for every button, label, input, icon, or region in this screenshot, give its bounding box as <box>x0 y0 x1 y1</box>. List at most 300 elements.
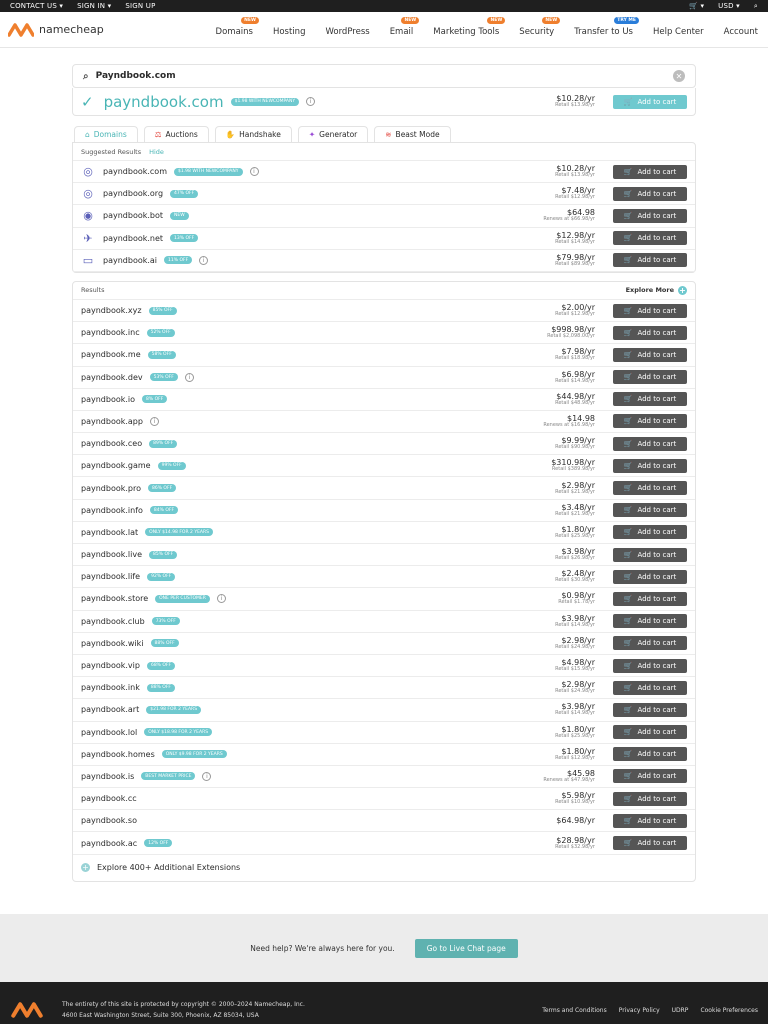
nav-item-wordpress[interactable] <box>325 23 369 37</box>
domain-name: payndbook.ac <box>81 838 138 848</box>
tab-domains[interactable] <box>74 126 138 142</box>
add-to-cart-label: Add to cart <box>637 639 677 648</box>
cart-icon: 🛒 <box>623 772 633 781</box>
cart-icon: 🛒 <box>623 417 633 426</box>
main-header <box>0 12 768 48</box>
price-value: $12.98/yr <box>556 230 595 240</box>
plus-icon: + <box>679 285 686 295</box>
nav-item-help-center[interactable] <box>653 23 704 37</box>
nav-item-hosting[interactable] <box>273 23 306 37</box>
domain-name: payndbook.wiki <box>81 638 144 648</box>
discount-badge: 85% OFF <box>149 551 177 559</box>
price-value: $998.98/yr <box>551 325 595 335</box>
price-value: $3.98/yr <box>561 702 595 712</box>
namecheap-logo-icon <box>8 23 34 37</box>
add-to-cart-button[interactable] <box>613 681 687 695</box>
add-to-cart-label: Add to cart <box>637 167 677 176</box>
domain-price <box>558 592 595 605</box>
price-retail: Retail $26.98/yr <box>555 555 595 562</box>
info-icon[interactable]: i <box>202 772 211 781</box>
add-to-cart-button[interactable] <box>613 548 687 562</box>
add-to-cart-button[interactable] <box>613 187 687 201</box>
primary-result <box>72 88 696 116</box>
domain-name: payndbook.ink <box>81 683 140 693</box>
discount-badge: 12% OFF <box>144 839 172 847</box>
domain-price <box>555 548 595 561</box>
add-to-cart-button[interactable] <box>613 459 687 473</box>
price-value: $7.48/yr <box>561 186 595 196</box>
handshake-icon: ✋ <box>225 130 236 139</box>
search-icon: ⌕ <box>83 70 89 82</box>
add-to-cart-label: Add to cart <box>637 794 677 803</box>
domain-name: payndbook.xyz <box>81 306 142 316</box>
add-to-cart-button[interactable] <box>613 209 687 223</box>
add-to-cart-button[interactable] <box>613 747 687 761</box>
add-to-cart-label: Add to cart <box>637 705 677 714</box>
tab-label: Handshake <box>239 130 281 139</box>
domain-price <box>555 570 595 583</box>
domain-name: payndbook.cc <box>81 794 137 804</box>
explore-extensions-label: Explore 400+ Additional Extensions <box>97 863 241 873</box>
main-nav <box>215 17 758 37</box>
discount-badge: 52% OFF <box>147 329 175 337</box>
cart-icon: 🛒 <box>623 395 633 404</box>
tab-label: Generator <box>319 130 358 139</box>
add-to-cart-button[interactable] <box>613 348 687 362</box>
add-to-cart-label: Add to cart <box>637 683 677 692</box>
domain-name: payndbook.me <box>81 350 141 360</box>
domain-row <box>73 766 695 788</box>
domain-price <box>555 681 595 694</box>
price-retail: Retail $48.98/yr <box>555 399 595 406</box>
domain-row <box>73 566 695 588</box>
price-retail: Retail $1.78/yr <box>558 599 595 606</box>
discount-badge: $1.98 WITH NEWCOMPANY <box>174 168 243 176</box>
domain-price <box>555 792 595 805</box>
home-icon: ⌂ <box>85 130 90 139</box>
price-value: $10.28/yr <box>556 164 595 174</box>
price-retail: Retail $10.98/yr <box>555 799 595 806</box>
price-value: $28.98/yr <box>556 835 595 845</box>
explore-extensions-link[interactable] <box>73 855 695 881</box>
footer-link-udrp[interactable]: UDRP <box>671 1006 689 1014</box>
nav-badge: NEW <box>542 17 560 24</box>
add-to-cart-label: Add to cart <box>637 417 677 426</box>
domain-price <box>555 482 595 495</box>
plus-icon: + <box>82 863 89 873</box>
price-retail: Retail $32.98/yr <box>555 843 595 850</box>
clear-search-button[interactable]: ✕ <box>673 70 685 82</box>
tab-handshake[interactable] <box>215 126 292 142</box>
cart-icon[interactable]: 🛒 ▾ <box>689 2 705 10</box>
domain-row <box>73 500 695 522</box>
domain-row <box>73 477 695 499</box>
domain-row <box>73 411 695 433</box>
discount-badge: 92% OFF <box>147 573 175 581</box>
nav-item-label: Security <box>519 26 555 37</box>
domain-price <box>555 703 595 716</box>
domain-row <box>73 722 695 744</box>
domain-row <box>73 810 695 832</box>
discount-badge: $21.98 FOR 2 YEARS <box>146 706 201 714</box>
cart-icon: 🛒 <box>623 528 633 537</box>
price-value: $2.00/yr <box>561 303 595 313</box>
domain-row <box>73 205 695 227</box>
price-retail: Retail $14.98/yr <box>555 710 595 717</box>
discount-badge: 68% OFF <box>147 662 175 670</box>
add-to-cart-label: Add to cart <box>637 617 677 626</box>
add-to-cart-label: Add to cart <box>637 550 677 559</box>
add-to-cart-button[interactable] <box>613 95 687 109</box>
globe-icon: ◎ <box>83 165 93 179</box>
domain-price <box>555 615 595 628</box>
search-icon[interactable]: ⌕ <box>753 1 758 10</box>
price-retail: Retail $90.98/yr <box>555 444 595 451</box>
price-retail: Retail $12.98/yr <box>555 194 595 201</box>
add-to-cart-button[interactable] <box>613 326 687 340</box>
namecheap-logo[interactable] <box>8 23 104 37</box>
add-to-cart-label: Add to cart <box>637 528 677 537</box>
add-to-cart-label: Add to cart <box>637 97 677 106</box>
explore-more-label: Explore More <box>625 286 674 295</box>
tab-label: Domains <box>93 130 127 139</box>
domain-row <box>73 389 695 411</box>
domain-name: payndbook.ai <box>103 255 158 265</box>
price-value: $5.98/yr <box>561 791 595 801</box>
add-to-cart-button[interactable] <box>613 481 687 495</box>
domain-name: payndbook.bot <box>103 211 164 221</box>
discount-badge: NEW <box>170 212 189 220</box>
sign-in-link[interactable]: SIGN IN ▾ <box>77 2 112 10</box>
cart-icon: 🛒 <box>623 350 633 359</box>
generator-icon: ✦ <box>308 130 316 139</box>
add-to-cart-button[interactable] <box>613 370 687 384</box>
nav-item-label: Help Center <box>652 26 704 37</box>
price-value: $14.98 <box>567 413 595 423</box>
add-to-cart-button[interactable] <box>613 525 687 539</box>
nav-badge: NEW <box>487 17 505 24</box>
discount-badge: ONE PER CUSTOMER <box>155 595 210 603</box>
discount-badge: 89% OFF <box>149 440 177 448</box>
discount-badge: 53% OFF <box>150 373 178 381</box>
nav-item-security[interactable] <box>519 17 558 37</box>
domain-name: payndbook.art <box>81 705 140 715</box>
cart-icon: 🛒 <box>623 484 633 493</box>
domain-price <box>555 659 595 672</box>
price-retail: Renews at $66.98/yr <box>543 216 595 223</box>
contact-us-link[interactable]: CONTACT US ▾ <box>10 2 64 10</box>
domain-price <box>555 526 595 539</box>
domain-name: payndbook.info <box>81 505 143 515</box>
add-to-cart-button[interactable] <box>613 165 687 179</box>
price-value: $2.98/yr <box>561 680 595 690</box>
top-utility-bar <box>0 0 768 12</box>
price-value: $2.48/yr <box>561 569 595 579</box>
promo-badge: $1.98 WITH NEWCOMPANY <box>231 98 300 106</box>
tab-generator[interactable] <box>298 126 368 142</box>
add-to-cart-button[interactable] <box>613 792 687 806</box>
tab-beast-mode[interactable] <box>374 126 450 142</box>
info-icon[interactable]: i <box>150 417 159 426</box>
price-value: $6.98/yr <box>561 369 595 379</box>
help-text: Need help? We're always here for you. <box>250 943 395 953</box>
discount-badge: 88% OFF <box>147 684 175 692</box>
cart-icon: 🛒 <box>623 750 633 759</box>
cart-icon: 🛒 <box>623 617 633 626</box>
cart-icon: 🛒 <box>623 816 633 825</box>
tab-label: Auctions <box>165 130 198 139</box>
domain-name: payndbook.life <box>81 572 141 582</box>
price-retail: Retail $15.98/yr <box>555 666 595 673</box>
domain-name: payndbook.pro <box>81 483 141 493</box>
cart-icon: 🛒 <box>623 572 633 581</box>
nav-item-label: WordPress <box>325 26 370 37</box>
add-to-cart-button[interactable] <box>613 636 687 650</box>
cart-icon: 🛒 <box>623 256 633 265</box>
add-to-cart-button[interactable] <box>613 437 687 451</box>
add-to-cart-button[interactable] <box>613 304 687 318</box>
price-value: $7.98/yr <box>561 347 595 357</box>
domain-row <box>73 161 695 183</box>
add-to-cart-label: Add to cart <box>637 506 677 515</box>
info-icon[interactable]: i <box>185 373 194 382</box>
domain-price <box>555 748 595 761</box>
tab-auctions[interactable] <box>144 126 209 142</box>
discount-badge: ONLY $9.98 FOR 2 YEARS <box>162 750 227 758</box>
nav-item-label: Marketing Tools <box>433 26 500 37</box>
discount-badge: 11% OFF <box>164 256 192 264</box>
cart-icon: 🛒 <box>623 839 633 848</box>
add-to-cart-label: Add to cart <box>637 373 677 382</box>
domain-name: payndbook.game <box>81 461 151 471</box>
info-icon[interactable]: i <box>250 167 259 176</box>
nav-item-marketing-tools[interactable] <box>433 17 503 37</box>
info-icon[interactable]: i <box>306 97 315 106</box>
brand-name: namecheap <box>39 23 104 36</box>
add-to-cart-label: Add to cart <box>637 234 677 243</box>
cart-icon: 🛒 <box>623 661 633 670</box>
domain-price <box>555 348 595 361</box>
add-to-cart-label: Add to cart <box>637 750 677 759</box>
add-to-cart-label: Add to cart <box>637 572 677 581</box>
price-value: $64.98 <box>567 208 595 218</box>
tab-label: Beast Mode <box>395 130 440 139</box>
domain-name: payndbook.lol <box>81 727 138 737</box>
price-value: $1.80/yr <box>561 746 595 756</box>
price-retail: Retail $14.98/yr <box>555 377 595 384</box>
nav-item-domains[interactable] <box>215 17 256 37</box>
price-value: $64.98/yr <box>556 815 595 825</box>
price-value: $3.98/yr <box>561 547 595 557</box>
domain-price <box>555 304 595 317</box>
domain-row <box>73 522 695 544</box>
domain-price <box>543 415 595 428</box>
domain-row <box>73 699 695 721</box>
add-to-cart-label: Add to cart <box>637 350 677 359</box>
domain-price <box>555 504 595 517</box>
nav-badge: NEW <box>241 17 259 24</box>
discount-badge: 86% OFF <box>148 484 176 492</box>
domain-row <box>73 633 695 655</box>
main-content <box>0 48 768 914</box>
hide-link[interactable]: Hide <box>149 147 164 156</box>
cart-icon: 🛒 <box>623 439 633 448</box>
rocket-icon: ✈ <box>83 231 93 245</box>
price-retail: Renews at $16.98/yr <box>543 421 595 428</box>
add-to-cart-label: Add to cart <box>637 306 677 315</box>
primary-price <box>555 95 595 108</box>
price-value: $2.98/yr <box>561 480 595 490</box>
add-to-cart-button[interactable] <box>613 814 687 828</box>
price-retail: Renews at $47.98/yr <box>543 776 595 783</box>
cart-icon: 🛒 <box>623 594 633 603</box>
add-to-cart-button[interactable] <box>613 703 687 717</box>
price-retail: Retail $12.98/yr <box>555 754 595 761</box>
copyright-text: The entirety of this site is protected by copyright © 2000–2024 Namecheap, Inc. <box>62 1000 305 1008</box>
add-to-cart-button[interactable] <box>613 231 687 245</box>
discount-badge: 85% OFF <box>149 307 177 315</box>
namecheap-logo-icon <box>10 1002 44 1018</box>
cart-icon: 🛒 <box>623 97 633 106</box>
nav-item-label: Hosting <box>272 26 306 37</box>
price-value: $9.99/yr <box>561 436 595 446</box>
price-value: $2.98/yr <box>561 635 595 645</box>
suggested-title: Suggested Results <box>81 147 142 156</box>
add-to-cart-button[interactable] <box>613 253 687 267</box>
domain-price <box>543 770 595 783</box>
price-value: $79.98/yr <box>556 252 595 262</box>
price-retail: Retail $14.98/yr <box>555 238 595 245</box>
footer-link-cookie-preferences[interactable]: Cookie Preferences <box>700 1006 758 1014</box>
domain-row <box>73 455 695 477</box>
cart-icon: 🛒 <box>623 639 633 648</box>
price-value: $3.98/yr <box>561 613 595 623</box>
discount-badge: 99% OFF <box>158 462 186 470</box>
search-query[interactable]: Payndbook.com <box>95 71 176 81</box>
footer-links <box>542 1007 758 1014</box>
address-text: 4600 East Washington Street, Suite 300, Phoenix, AZ 85034, USA <box>62 1012 259 1019</box>
domain-name: payndbook.vip <box>81 661 140 671</box>
globe-icon: ◎ <box>83 187 93 201</box>
price-retail: Retail $13.98/yr <box>555 102 595 108</box>
price-value: $45.98 <box>567 768 595 778</box>
domain-row <box>73 322 695 344</box>
price-value: $1.80/yr <box>561 724 595 734</box>
add-to-cart-button[interactable] <box>613 836 687 850</box>
info-icon[interactable]: i <box>199 256 208 265</box>
beast-icon: ≋ <box>385 130 392 139</box>
price-retail: Retail $24.98/yr <box>555 688 595 695</box>
domain-search-bar[interactable] <box>72 64 696 88</box>
domain-price <box>551 459 595 472</box>
domain-row <box>73 367 695 389</box>
add-to-cart-button[interactable] <box>613 659 687 673</box>
footer-link-terms-and-conditions[interactable]: Terms and Conditions <box>542 1006 607 1014</box>
price-retail: Retail $12.98/yr <box>555 311 595 318</box>
footer <box>0 982 768 1024</box>
currency-select[interactable]: USD ▾ <box>718 2 740 10</box>
footer-link-privacy-policy[interactable]: Privacy Policy <box>618 1006 660 1014</box>
domain-name: payndbook.ceo <box>81 439 143 449</box>
domain-name: payndbook.lat <box>81 527 139 537</box>
domain-price <box>555 187 595 200</box>
cart-icon: 🛒 <box>623 167 633 176</box>
add-to-cart-button[interactable] <box>613 725 687 739</box>
domain-row <box>73 744 695 766</box>
nav-item-account[interactable] <box>724 23 758 37</box>
domain-row <box>73 544 695 566</box>
price-retail: Retail $30.98/yr <box>555 577 595 584</box>
domain-row <box>73 183 695 205</box>
cart-icon: 🛒 <box>623 306 633 315</box>
add-to-cart-label: Add to cart <box>637 661 677 670</box>
domain-row <box>73 250 695 272</box>
price-value: $10.28/yr <box>556 94 595 103</box>
domain-name: payndbook.so <box>81 816 137 826</box>
add-to-cart-label: Add to cart <box>637 728 677 737</box>
add-to-cart-button[interactable] <box>613 503 687 517</box>
domain-price <box>555 837 595 850</box>
nav-item-email[interactable] <box>389 17 417 37</box>
cart-icon: 🛒 <box>623 461 633 470</box>
explore-more-button[interactable] <box>626 286 687 295</box>
cart-icon: 🛒 <box>623 189 633 198</box>
discount-badge: ONLY $14.98 FOR 2 YEARS <box>145 528 213 536</box>
add-to-cart-label: Add to cart <box>637 461 677 470</box>
domain-price <box>555 165 595 178</box>
add-to-cart-button[interactable] <box>613 414 687 428</box>
live-chat-button[interactable]: Go to Live Chat page <box>415 939 518 958</box>
add-to-cart-button[interactable] <box>613 392 687 406</box>
discount-badge: 47% OFF <box>170 190 198 198</box>
price-retail: Retail $18.98/yr <box>555 355 595 362</box>
price-value: $4.98/yr <box>561 658 595 668</box>
discount-badge: 88% OFF <box>151 639 179 647</box>
domain-row <box>73 588 695 610</box>
add-to-cart-label: Add to cart <box>637 839 677 848</box>
price-value: $0.98/yr <box>561 591 595 601</box>
results-panel <box>72 281 696 882</box>
domain-name: payndbook.io <box>81 394 136 404</box>
nav-item-transfer-to-us[interactable] <box>574 17 636 37</box>
add-to-cart-label: Add to cart <box>637 772 677 781</box>
domain-row <box>73 655 695 677</box>
add-to-cart-button[interactable] <box>613 592 687 606</box>
cart-icon: 🛒 <box>623 550 633 559</box>
discount-badge: 13% OFF <box>170 234 198 242</box>
price-retail: Retail $25.98/yr <box>555 532 595 539</box>
primary-domain: payndbook.com <box>103 92 224 111</box>
add-to-cart-button[interactable] <box>613 769 687 783</box>
price-retail: Retail $2,098.00/yr <box>547 333 595 340</box>
suggested-results-panel <box>72 142 696 273</box>
add-to-cart-label: Add to cart <box>637 395 677 404</box>
add-to-cart-button[interactable] <box>613 570 687 584</box>
domain-row <box>73 300 695 322</box>
add-to-cart-button[interactable] <box>613 614 687 628</box>
discount-badge: 58% OFF <box>148 351 176 359</box>
cart-icon: 🛒 <box>623 328 633 337</box>
price-retail: Retail $14.98/yr <box>555 621 595 628</box>
domain-price <box>555 393 595 406</box>
sign-up-link[interactable]: SIGN UP <box>125 2 156 10</box>
cart-icon: 🛒 <box>623 728 633 737</box>
price-value: $310.98/yr <box>551 458 595 468</box>
domain-price <box>555 637 595 650</box>
domain-price <box>543 209 595 222</box>
info-icon[interactable]: i <box>217 594 226 603</box>
domain-name: payndbook.com <box>103 167 167 177</box>
